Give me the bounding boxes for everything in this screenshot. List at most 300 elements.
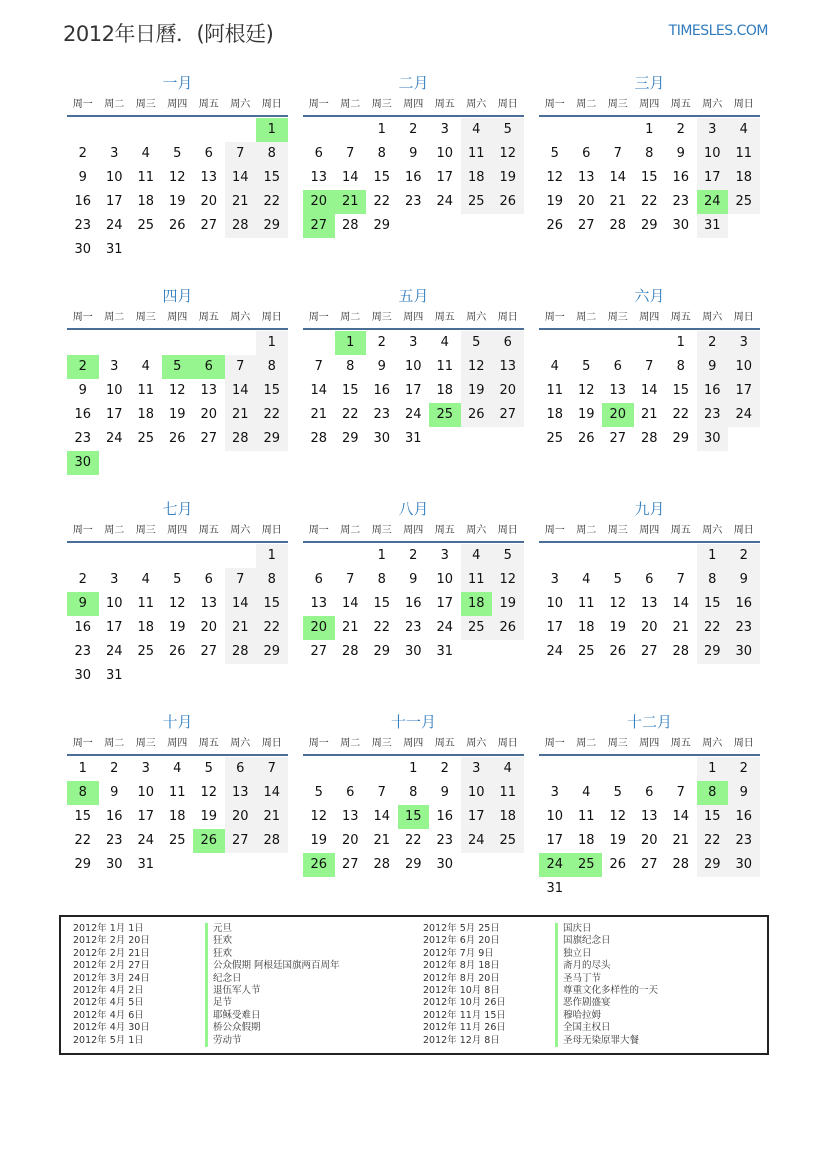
day-cell[interactable]: 26 bbox=[609, 644, 627, 659]
day-cell[interactable]: 25 bbox=[577, 644, 595, 659]
day-cell[interactable]: 16 bbox=[74, 620, 92, 635]
day-cell[interactable]: 25 bbox=[728, 190, 760, 214]
day-cell[interactable]: 11 bbox=[492, 781, 524, 805]
day-cell[interactable]: 1 bbox=[256, 544, 288, 568]
day-cell[interactable]: 5 bbox=[492, 544, 524, 568]
day-cell[interactable]: 4 bbox=[141, 359, 150, 374]
day-cell[interactable]: 6 bbox=[645, 785, 654, 800]
day-cell[interactable]: 12 bbox=[168, 170, 186, 185]
day-cell[interactable]: 7 bbox=[645, 359, 654, 374]
holiday-day-cell[interactable]: 2 bbox=[67, 355, 99, 379]
day-cell[interactable]: 4 bbox=[141, 572, 150, 587]
day-cell[interactable]: 21 bbox=[310, 407, 328, 422]
day-cell[interactable]: 4 bbox=[582, 572, 591, 587]
day-cell[interactable]: 9 bbox=[377, 359, 386, 374]
day-cell[interactable]: 22 bbox=[640, 194, 658, 209]
day-cell[interactable]: 30 bbox=[74, 668, 92, 683]
day-cell[interactable]: 6 bbox=[645, 572, 654, 587]
day-cell[interactable]: 28 bbox=[225, 640, 257, 664]
day-cell[interactable]: 15 bbox=[373, 596, 391, 611]
day-cell[interactable]: 11 bbox=[137, 596, 155, 611]
day-cell[interactable]: 12 bbox=[577, 383, 595, 398]
day-cell[interactable]: 20 bbox=[640, 833, 658, 848]
day-cell[interactable]: 31 bbox=[436, 644, 454, 659]
holiday-day-cell[interactable]: 30 bbox=[67, 451, 99, 475]
day-cell[interactable]: 29 bbox=[640, 218, 658, 233]
day-cell[interactable]: 23 bbox=[105, 833, 123, 848]
day-cell[interactable]: 12 bbox=[168, 596, 186, 611]
day-cell[interactable]: 12 bbox=[200, 785, 218, 800]
day-cell[interactable]: 19 bbox=[310, 833, 328, 848]
day-cell[interactable]: 16 bbox=[74, 407, 92, 422]
day-cell[interactable]: 16 bbox=[697, 379, 729, 403]
day-cell[interactable]: 14 bbox=[256, 781, 288, 805]
day-cell[interactable]: 21 bbox=[256, 805, 288, 829]
day-cell[interactable]: 22 bbox=[341, 407, 359, 422]
day-cell[interactable]: 25 bbox=[492, 829, 524, 853]
day-cell[interactable]: 19 bbox=[461, 379, 493, 403]
day-cell[interactable]: 25 bbox=[461, 616, 493, 640]
day-cell[interactable]: 26 bbox=[168, 218, 186, 233]
day-cell[interactable]: 10 bbox=[546, 596, 564, 611]
day-cell[interactable]: 2 bbox=[377, 335, 386, 350]
day-cell[interactable]: 12 bbox=[609, 596, 627, 611]
day-cell[interactable]: 18 bbox=[137, 620, 155, 635]
holiday-day-cell[interactable]: 26 bbox=[303, 853, 335, 877]
day-cell[interactable]: 23 bbox=[404, 194, 422, 209]
day-cell[interactable]: 15 bbox=[373, 170, 391, 185]
day-cell[interactable]: 26 bbox=[577, 431, 595, 446]
day-cell[interactable]: 28 bbox=[609, 218, 627, 233]
day-cell[interactable]: 5 bbox=[550, 146, 559, 161]
day-cell[interactable]: 30 bbox=[697, 427, 729, 451]
day-cell[interactable]: 8 bbox=[256, 142, 288, 166]
day-cell[interactable]: 11 bbox=[168, 785, 186, 800]
day-cell[interactable]: 29 bbox=[341, 431, 359, 446]
day-cell[interactable]: 25 bbox=[137, 644, 155, 659]
day-cell[interactable]: 23 bbox=[672, 194, 690, 209]
day-cell[interactable]: 3 bbox=[440, 548, 449, 563]
day-cell[interactable]: 22 bbox=[672, 407, 690, 422]
holiday-day-cell[interactable]: 1 bbox=[256, 118, 288, 142]
day-cell[interactable]: 18 bbox=[577, 833, 595, 848]
day-cell[interactable]: 3 bbox=[697, 118, 729, 142]
day-cell[interactable]: 2 bbox=[409, 122, 418, 137]
day-cell[interactable]: 20 bbox=[577, 194, 595, 209]
day-cell[interactable]: 17 bbox=[728, 379, 760, 403]
day-cell[interactable]: 1 bbox=[645, 122, 654, 137]
day-cell[interactable]: 10 bbox=[105, 170, 123, 185]
day-cell[interactable]: 26 bbox=[168, 644, 186, 659]
day-cell[interactable]: 9 bbox=[78, 170, 87, 185]
day-cell[interactable]: 25 bbox=[168, 833, 186, 848]
day-cell[interactable]: 14 bbox=[341, 170, 359, 185]
day-cell[interactable]: 20 bbox=[225, 805, 257, 829]
day-cell[interactable]: 26 bbox=[492, 190, 524, 214]
day-cell[interactable]: 16 bbox=[105, 809, 123, 824]
day-cell[interactable]: 25 bbox=[137, 431, 155, 446]
day-cell[interactable]: 27 bbox=[640, 857, 658, 872]
day-cell[interactable]: 11 bbox=[461, 568, 493, 592]
holiday-day-cell[interactable]: 25 bbox=[571, 853, 603, 877]
day-cell[interactable]: 19 bbox=[168, 194, 186, 209]
day-cell[interactable]: 5 bbox=[173, 572, 182, 587]
day-cell[interactable]: 7 bbox=[676, 572, 685, 587]
day-cell[interactable]: 11 bbox=[436, 359, 454, 374]
day-cell[interactable]: 21 bbox=[373, 833, 391, 848]
day-cell[interactable]: 22 bbox=[256, 403, 288, 427]
day-cell[interactable]: 15 bbox=[697, 592, 729, 616]
day-cell[interactable]: 10 bbox=[105, 383, 123, 398]
day-cell[interactable]: 9 bbox=[697, 355, 729, 379]
day-cell[interactable]: 23 bbox=[728, 829, 760, 853]
day-cell[interactable]: 21 bbox=[225, 190, 257, 214]
day-cell[interactable]: 8 bbox=[256, 355, 288, 379]
day-cell[interactable]: 26 bbox=[546, 218, 564, 233]
day-cell[interactable]: 8 bbox=[377, 146, 386, 161]
day-cell[interactable]: 17 bbox=[461, 805, 493, 829]
day-cell[interactable]: 10 bbox=[728, 355, 760, 379]
day-cell[interactable]: 8 bbox=[645, 146, 654, 161]
day-cell[interactable]: 7 bbox=[225, 568, 257, 592]
day-cell[interactable]: 31 bbox=[697, 214, 729, 238]
day-cell[interactable]: 8 bbox=[256, 568, 288, 592]
day-cell[interactable]: 13 bbox=[225, 781, 257, 805]
day-cell[interactable]: 1 bbox=[256, 331, 288, 355]
day-cell[interactable]: 11 bbox=[577, 809, 595, 824]
day-cell[interactable]: 4 bbox=[728, 118, 760, 142]
day-cell[interactable]: 18 bbox=[492, 805, 524, 829]
day-cell[interactable]: 1 bbox=[409, 761, 418, 776]
day-cell[interactable]: 24 bbox=[436, 620, 454, 635]
day-cell[interactable]: 30 bbox=[436, 857, 454, 872]
day-cell[interactable]: 20 bbox=[200, 407, 218, 422]
day-cell[interactable]: 19 bbox=[168, 620, 186, 635]
day-cell[interactable]: 29 bbox=[404, 857, 422, 872]
day-cell[interactable]: 16 bbox=[404, 596, 422, 611]
day-cell[interactable]: 3 bbox=[461, 757, 493, 781]
day-cell[interactable]: 17 bbox=[697, 166, 729, 190]
day-cell[interactable]: 8 bbox=[697, 568, 729, 592]
day-cell[interactable]: 2 bbox=[409, 548, 418, 563]
day-cell[interactable]: 15 bbox=[256, 166, 288, 190]
day-cell[interactable]: 30 bbox=[105, 857, 123, 872]
day-cell[interactable]: 6 bbox=[204, 572, 213, 587]
day-cell[interactable]: 13 bbox=[577, 170, 595, 185]
day-cell[interactable]: 7 bbox=[346, 572, 355, 587]
day-cell[interactable]: 25 bbox=[546, 431, 564, 446]
holiday-day-cell[interactable]: 20 bbox=[602, 403, 634, 427]
day-cell[interactable]: 6 bbox=[314, 146, 323, 161]
day-cell[interactable]: 29 bbox=[373, 218, 391, 233]
day-cell[interactable]: 26 bbox=[492, 616, 524, 640]
holiday-day-cell[interactable]: 6 bbox=[193, 355, 225, 379]
day-cell[interactable]: 17 bbox=[404, 383, 422, 398]
day-cell[interactable]: 1 bbox=[377, 122, 386, 137]
day-cell[interactable]: 17 bbox=[105, 407, 123, 422]
day-cell[interactable]: 22 bbox=[373, 194, 391, 209]
day-cell[interactable]: 14 bbox=[640, 383, 658, 398]
day-cell[interactable]: 4 bbox=[582, 785, 591, 800]
day-cell[interactable]: 12 bbox=[492, 142, 524, 166]
day-cell[interactable]: 16 bbox=[728, 805, 760, 829]
day-cell[interactable]: 25 bbox=[461, 190, 493, 214]
day-cell[interactable]: 17 bbox=[546, 833, 564, 848]
day-cell[interactable]: 14 bbox=[373, 809, 391, 824]
day-cell[interactable]: 31 bbox=[404, 431, 422, 446]
day-cell[interactable]: 9 bbox=[409, 146, 418, 161]
day-cell[interactable]: 28 bbox=[341, 644, 359, 659]
day-cell[interactable]: 7 bbox=[225, 142, 257, 166]
day-cell[interactable]: 1 bbox=[78, 761, 87, 776]
day-cell[interactable]: 5 bbox=[314, 785, 323, 800]
day-cell[interactable]: 10 bbox=[137, 785, 155, 800]
day-cell[interactable]: 19 bbox=[168, 407, 186, 422]
day-cell[interactable]: 30 bbox=[728, 853, 760, 877]
day-cell[interactable]: 14 bbox=[225, 166, 257, 190]
day-cell[interactable]: 7 bbox=[377, 785, 386, 800]
day-cell[interactable]: 4 bbox=[492, 757, 524, 781]
day-cell[interactable]: 29 bbox=[373, 644, 391, 659]
day-cell[interactable]: 3 bbox=[550, 572, 559, 587]
day-cell[interactable]: 5 bbox=[492, 118, 524, 142]
day-cell[interactable]: 9 bbox=[728, 568, 760, 592]
day-cell[interactable]: 24 bbox=[728, 403, 760, 427]
day-cell[interactable]: 21 bbox=[672, 620, 690, 635]
day-cell[interactable]: 3 bbox=[110, 359, 119, 374]
day-cell[interactable]: 1 bbox=[697, 757, 729, 781]
day-cell[interactable]: 3 bbox=[110, 572, 119, 587]
site-brand[interactable]: TIMESLES.COM bbox=[668, 23, 768, 39]
day-cell[interactable]: 11 bbox=[728, 142, 760, 166]
holiday-day-cell[interactable]: 25 bbox=[429, 403, 461, 427]
day-cell[interactable]: 13 bbox=[200, 170, 218, 185]
day-cell[interactable]: 18 bbox=[546, 407, 564, 422]
day-cell[interactable]: 28 bbox=[672, 644, 690, 659]
day-cell[interactable]: 21 bbox=[225, 616, 257, 640]
day-cell[interactable]: 2 bbox=[110, 761, 119, 776]
day-cell[interactable]: 4 bbox=[461, 544, 493, 568]
day-cell[interactable]: 7 bbox=[613, 146, 622, 161]
day-cell[interactable]: 30 bbox=[373, 431, 391, 446]
day-cell[interactable]: 30 bbox=[728, 640, 760, 664]
day-cell[interactable]: 9 bbox=[728, 781, 760, 805]
day-cell[interactable]: 24 bbox=[546, 644, 564, 659]
holiday-day-cell[interactable]: 24 bbox=[697, 190, 729, 214]
day-cell[interactable]: 15 bbox=[74, 809, 92, 824]
holiday-day-cell[interactable]: 8 bbox=[697, 781, 729, 805]
day-cell[interactable]: 14 bbox=[609, 170, 627, 185]
day-cell[interactable]: 23 bbox=[74, 431, 92, 446]
day-cell[interactable]: 10 bbox=[105, 596, 123, 611]
day-cell[interactable]: 27 bbox=[225, 829, 257, 853]
day-cell[interactable]: 30 bbox=[672, 218, 690, 233]
day-cell[interactable]: 7 bbox=[225, 355, 257, 379]
day-cell[interactable]: 22 bbox=[256, 616, 288, 640]
day-cell[interactable]: 11 bbox=[137, 383, 155, 398]
day-cell[interactable]: 16 bbox=[672, 170, 690, 185]
day-cell[interactable]: 19 bbox=[609, 833, 627, 848]
day-cell[interactable]: 28 bbox=[225, 214, 257, 238]
day-cell[interactable]: 5 bbox=[173, 146, 182, 161]
day-cell[interactable]: 15 bbox=[672, 383, 690, 398]
day-cell[interactable]: 2 bbox=[697, 331, 729, 355]
day-cell[interactable]: 29 bbox=[697, 853, 729, 877]
day-cell[interactable]: 9 bbox=[409, 572, 418, 587]
day-cell[interactable]: 15 bbox=[341, 383, 359, 398]
day-cell[interactable]: 2 bbox=[78, 146, 87, 161]
day-cell[interactable]: 12 bbox=[168, 383, 186, 398]
day-cell[interactable]: 2 bbox=[440, 761, 449, 776]
day-cell[interactable]: 27 bbox=[640, 644, 658, 659]
day-cell[interactable]: 5 bbox=[613, 785, 622, 800]
day-cell[interactable]: 19 bbox=[200, 809, 218, 824]
day-cell[interactable]: 31 bbox=[105, 668, 123, 683]
day-cell[interactable]: 17 bbox=[137, 809, 155, 824]
day-cell[interactable]: 9 bbox=[440, 785, 449, 800]
holiday-day-cell[interactable]: 26 bbox=[193, 829, 225, 853]
day-cell[interactable]: 23 bbox=[697, 403, 729, 427]
day-cell[interactable]: 29 bbox=[74, 857, 92, 872]
day-cell[interactable]: 10 bbox=[404, 359, 422, 374]
day-cell[interactable]: 13 bbox=[200, 596, 218, 611]
day-cell[interactable]: 25 bbox=[137, 218, 155, 233]
day-cell[interactable]: 23 bbox=[728, 616, 760, 640]
day-cell[interactable]: 29 bbox=[256, 214, 288, 238]
day-cell[interactable]: 12 bbox=[546, 170, 564, 185]
day-cell[interactable]: 12 bbox=[492, 568, 524, 592]
day-cell[interactable]: 6 bbox=[314, 572, 323, 587]
day-cell[interactable]: 13 bbox=[492, 355, 524, 379]
day-cell[interactable]: 29 bbox=[256, 640, 288, 664]
day-cell[interactable]: 13 bbox=[640, 809, 658, 824]
holiday-day-cell[interactable]: 15 bbox=[398, 805, 430, 829]
day-cell[interactable]: 15 bbox=[697, 805, 729, 829]
day-cell[interactable]: 14 bbox=[341, 596, 359, 611]
day-cell[interactable]: 11 bbox=[461, 142, 493, 166]
day-cell[interactable]: 24 bbox=[105, 644, 123, 659]
day-cell[interactable]: 31 bbox=[546, 881, 564, 896]
day-cell[interactable]: 14 bbox=[672, 596, 690, 611]
day-cell[interactable]: 6 bbox=[225, 757, 257, 781]
day-cell[interactable]: 6 bbox=[346, 785, 355, 800]
holiday-day-cell[interactable]: 20 bbox=[303, 616, 335, 640]
day-cell[interactable]: 27 bbox=[200, 644, 218, 659]
day-cell[interactable]: 12 bbox=[310, 809, 328, 824]
day-cell[interactable]: 24 bbox=[105, 431, 123, 446]
holiday-day-cell[interactable]: 1 bbox=[335, 331, 367, 355]
day-cell[interactable]: 10 bbox=[546, 809, 564, 824]
day-cell[interactable]: 20 bbox=[200, 620, 218, 635]
day-cell[interactable]: 19 bbox=[609, 620, 627, 635]
day-cell[interactable]: 26 bbox=[609, 857, 627, 872]
day-cell[interactable]: 18 bbox=[137, 194, 155, 209]
day-cell[interactable]: 19 bbox=[546, 194, 564, 209]
day-cell[interactable]: 19 bbox=[492, 166, 524, 190]
day-cell[interactable]: 28 bbox=[672, 857, 690, 872]
day-cell[interactable]: 6 bbox=[582, 146, 591, 161]
day-cell[interactable]: 20 bbox=[492, 379, 524, 403]
day-cell[interactable]: 24 bbox=[436, 194, 454, 209]
day-cell[interactable]: 29 bbox=[697, 640, 729, 664]
day-cell[interactable]: 3 bbox=[550, 785, 559, 800]
day-cell[interactable]: 10 bbox=[697, 142, 729, 166]
day-cell[interactable]: 9 bbox=[78, 383, 87, 398]
day-cell[interactable]: 18 bbox=[577, 620, 595, 635]
day-cell[interactable]: 4 bbox=[550, 359, 559, 374]
day-cell[interactable]: 22 bbox=[697, 616, 729, 640]
day-cell[interactable]: 14 bbox=[310, 383, 328, 398]
day-cell[interactable]: 12 bbox=[461, 355, 493, 379]
day-cell[interactable]: 13 bbox=[200, 383, 218, 398]
day-cell[interactable]: 6 bbox=[613, 359, 622, 374]
day-cell[interactable]: 11 bbox=[137, 170, 155, 185]
day-cell[interactable]: 31 bbox=[137, 857, 155, 872]
day-cell[interactable]: 22 bbox=[697, 829, 729, 853]
day-cell[interactable]: 16 bbox=[404, 170, 422, 185]
day-cell[interactable]: 10 bbox=[436, 572, 454, 587]
day-cell[interactable]: 30 bbox=[74, 242, 92, 257]
day-cell[interactable]: 21 bbox=[341, 620, 359, 635]
day-cell[interactable]: 11 bbox=[546, 383, 564, 398]
day-cell[interactable]: 7 bbox=[676, 785, 685, 800]
day-cell[interactable]: 27 bbox=[200, 431, 218, 446]
day-cell[interactable]: 10 bbox=[436, 146, 454, 161]
day-cell[interactable]: 3 bbox=[110, 146, 119, 161]
day-cell[interactable]: 6 bbox=[204, 146, 213, 161]
day-cell[interactable]: 4 bbox=[440, 335, 449, 350]
holiday-day-cell[interactable]: 27 bbox=[303, 214, 335, 238]
day-cell[interactable]: 7 bbox=[256, 757, 288, 781]
day-cell[interactable]: 28 bbox=[373, 857, 391, 872]
day-cell[interactable]: 7 bbox=[346, 146, 355, 161]
day-cell[interactable]: 3 bbox=[440, 122, 449, 137]
day-cell[interactable]: 18 bbox=[137, 407, 155, 422]
day-cell[interactable]: 17 bbox=[546, 620, 564, 635]
day-cell[interactable]: 6 bbox=[492, 331, 524, 355]
day-cell[interactable]: 13 bbox=[310, 596, 328, 611]
day-cell[interactable]: 5 bbox=[582, 359, 591, 374]
day-cell[interactable]: 11 bbox=[577, 596, 595, 611]
day-cell[interactable]: 18 bbox=[728, 166, 760, 190]
day-cell[interactable]: 8 bbox=[409, 785, 418, 800]
day-cell[interactable]: 23 bbox=[74, 644, 92, 659]
day-cell[interactable]: 4 bbox=[173, 761, 182, 776]
day-cell[interactable]: 24 bbox=[461, 829, 493, 853]
holiday-day-cell[interactable]: 8 bbox=[67, 781, 99, 805]
day-cell[interactable]: 4 bbox=[461, 118, 493, 142]
holiday-day-cell[interactable]: 5 bbox=[162, 355, 194, 379]
day-cell[interactable]: 28 bbox=[341, 218, 359, 233]
day-cell[interactable]: 23 bbox=[404, 620, 422, 635]
day-cell[interactable]: 7 bbox=[314, 359, 323, 374]
day-cell[interactable]: 26 bbox=[168, 431, 186, 446]
day-cell[interactable]: 2 bbox=[728, 544, 760, 568]
day-cell[interactable]: 24 bbox=[404, 407, 422, 422]
day-cell[interactable]: 14 bbox=[225, 379, 257, 403]
day-cell[interactable]: 3 bbox=[728, 331, 760, 355]
holiday-day-cell[interactable]: 24 bbox=[539, 853, 571, 877]
day-cell[interactable]: 16 bbox=[728, 592, 760, 616]
day-cell[interactable]: 15 bbox=[256, 592, 288, 616]
day-cell[interactable]: 16 bbox=[373, 383, 391, 398]
day-cell[interactable]: 31 bbox=[105, 242, 123, 257]
holiday-day-cell[interactable]: 21 bbox=[335, 190, 367, 214]
holiday-day-cell[interactable]: 9 bbox=[67, 592, 99, 616]
day-cell[interactable]: 20 bbox=[640, 620, 658, 635]
day-cell[interactable]: 27 bbox=[341, 857, 359, 872]
day-cell[interactable]: 17 bbox=[436, 596, 454, 611]
